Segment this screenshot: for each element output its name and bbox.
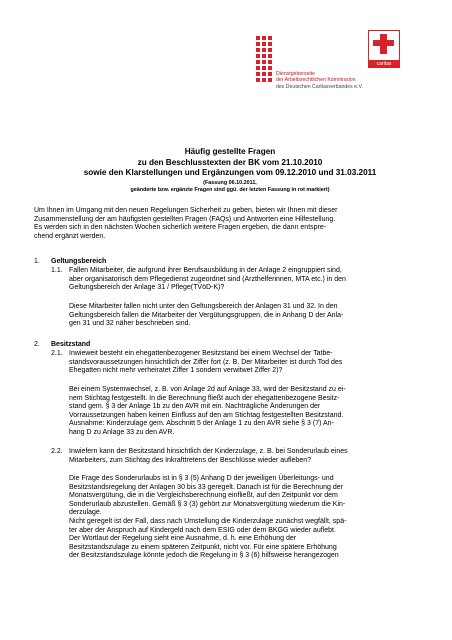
question-1-1-text: Fallen Mitarbeiter, die aufgrund ihrer Berufsausbildung in der Anlage 2 eingruppiert sind, aber organisatorisch dem Pflegedienst zugeordnet sind (Arzthelferinnen, MTA etc.) in den Geltungsbereich der Anlage 31 / Pflege(TVöD-K)? — [69, 267, 346, 292]
section-1-heading — [34, 258, 426, 267]
intro-line: Um Ihnen im Umgang mit den neuen Regelungen Sicherheit zu geben, bieten wir Ihnen mit dieser — [34, 207, 338, 214]
question-2-2 — [34, 448, 426, 466]
title-line-1: Häufig gestellte Fragen — [184, 147, 276, 156]
logo-text-line-2: der Arbeitsrechtlichen Kommission — [276, 77, 356, 84]
answer-2-1 — [34, 386, 426, 440]
section-2-number: 2. — [34, 341, 40, 348]
logo-dot-grid — [256, 36, 272, 86]
answer-2-2-text: Die Frage des Sonderurlaubs ist in § 3 (5) Anhang D der jeweiligen Überleitungs- und Besitzstandsregelung der Anlagen 30 bis 33 geregelt. Danach ist für die Berechnung der Monatsvergütung, die in die Vergleichsberechnung einfließt, auf den Zeitpunkt vor dem Sonderurlaub abzustellen. Gemäß § 3 (3) gehört zur Monatsvergütung wiederum die Kin- derzulage. Nicht geregelt ist der Fall, dass nach Umstellung die Kinderzulage zunächst wegfällt, spä- ter aber der Anspruch auf Kindergeld nach dem ESIG oder dem BKGG wieder auflebt. Der Wortlaut der Regelung sieht eine Ausnahme, d. h. eine Erhöhung der Besitzstandszulage zu einem späteren Zeitpunkt, nicht vor. Für eine spätere Erhöhung der Besitzstandszulage könnte jedoch die Regelung in § 3 (6) hilfsweise herangezogen — [69, 475, 347, 560]
question-2-2-text: Inwiefern kann der Besitzstand hinsichtlich der Kinderzulage, z. B. bei Sonderurlaub eines Mitarbeiters, zum Stichtag des Inkrafttretens der Beschlüsse wieder aufleben? — [69, 448, 348, 464]
organization-logo — [256, 30, 426, 126]
title-line-3: sowie den Klarstellungen und Ergänzungen vom 09.12.2010 und 31.03.2011 — [83, 168, 377, 177]
question-2-1 — [34, 350, 426, 377]
question-2-1-number: 2.1. — [51, 350, 63, 357]
section-2-title: Besitzstand — [51, 341, 91, 348]
question-1-1 — [34, 267, 426, 294]
question-1-1-number: 1.1. — [51, 267, 63, 274]
intro-line: Es werden sich in den nächsten Wochen sicherlich weitere Fragen ergeben, die dann entspre- — [34, 224, 327, 232]
answer-2-1-text: Bei einem Systemwechsel, z. B. von Anlage 2d auf Anlage 33, wird der Besitzstand zu ei- nem Stichtag festgestellt. In die Berechnung fließt auch der ehegattenbezogene Besitz- stand gem. § 3 der Anlage 1b zu den AVR mit ein. Nachträgliche Änderungen der Vorraussetzungen haben keinen Einfluss auf den am Stichtag festgestellten Besitzstand. Ausnahme: Kinderzulage gem. Abschnitt 5 der Anlage 1 zu den AVR siehe § 3 (7) An- hang D zu Anlage 33 zu den AVR. — [69, 386, 346, 436]
intro-paragraph — [34, 207, 426, 241]
section-2-heading — [34, 341, 426, 350]
intro-line: chend ergänzt werden. — [34, 232, 106, 240]
caritas-cross-icon — [368, 30, 400, 62]
question-2-1-text: Inwieweit besteht ein ehegattenbezogener Besitzstand bei einem Wechsel der Tatbe- standsvoraussetzungen hinsichtlich der Ziffer fort (z. B. Der Mitarbeiter ist durch Tod des Ehegatten nicht mehr verheiratet Ziffer 1 sondern verwitwet Ziffer 2)? — [69, 350, 343, 375]
version-note-line-1: (Fassung 06.10.2011, — [203, 180, 257, 186]
section-1-number: 1. — [34, 258, 40, 265]
version-note-line-2: geänderte bzw. ergänzte Fragen sind ggü. der letzten Fassung in rot markiert) — [130, 187, 330, 193]
document-title — [40, 147, 420, 179]
intro-line: Zusammenstellung der am häufigsten gestellten Fragen (FAQs) und Antworten eine Hilfestellung. — [34, 215, 336, 223]
section-1-title: Geltungsbereich — [51, 258, 107, 265]
caritas-label: caritas — [368, 60, 400, 68]
answer-2-2 — [34, 475, 426, 565]
logo-text-line-1: Dienstgeberseite — [276, 71, 315, 77]
document-body — [34, 207, 426, 241]
answer-1-1-text: Diese Mitarbeiter fallen nicht unter den Geltungsbereich der Anlagen 31 und 32. In den Geltungsbereich fallen die Mitarbeiter der Vergütungsgruppen, die in Anhang D der Anla- gen 31 und 32 näher beschrieben sind. — [69, 303, 344, 328]
answer-1-1 — [34, 303, 426, 333]
section-2 — [34, 341, 426, 565]
title-line-2: zu den Beschlusstexten der BK vom 21.10.2010 — [137, 157, 323, 167]
section-1 — [34, 258, 426, 333]
logo-text — [276, 71, 363, 90]
logo-text-line-3: des Deutschen Caritasverbandes e.V. — [276, 83, 363, 90]
question-2-2-number: 2.2. — [51, 448, 63, 455]
version-note — [40, 180, 420, 194]
